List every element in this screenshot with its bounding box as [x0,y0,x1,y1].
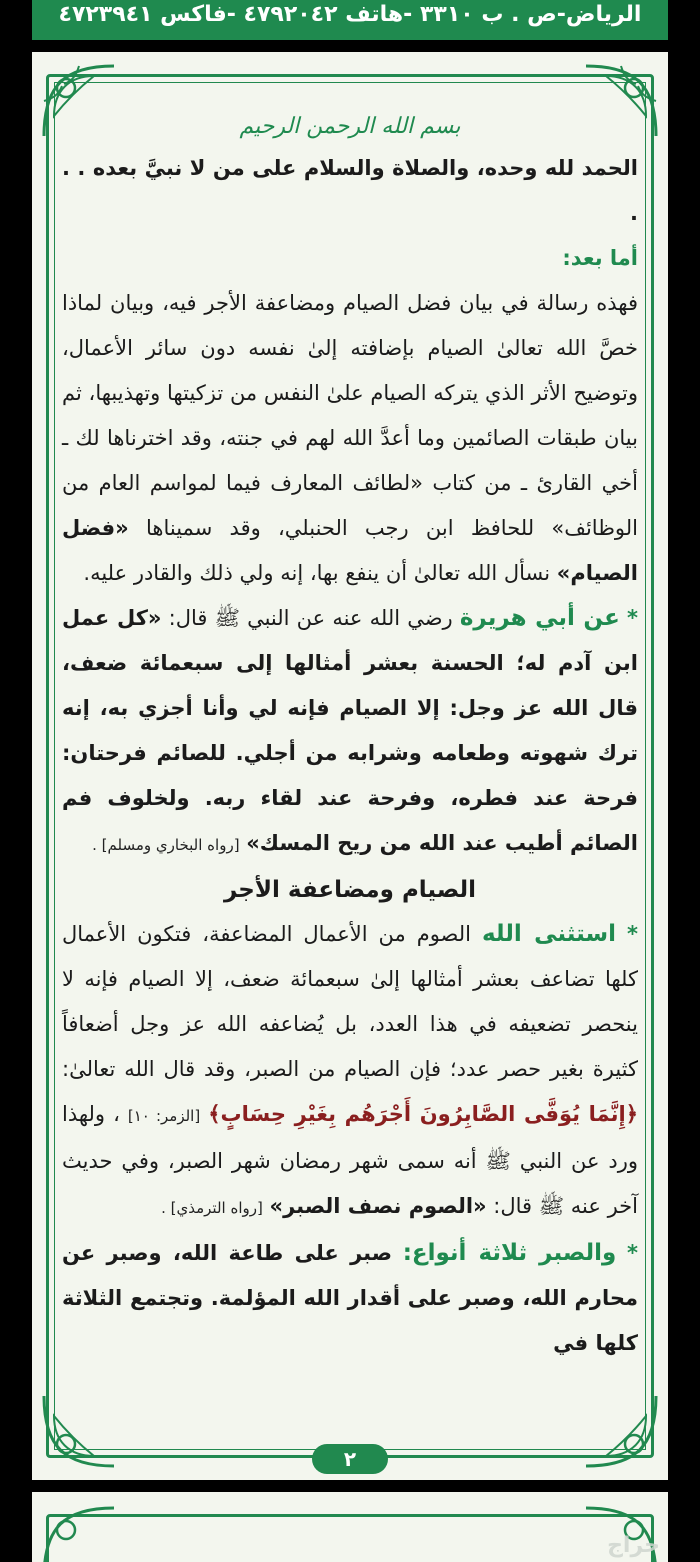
document-page [32,52,668,1480]
verse-reference: [الزمر: ١٠] [127,1107,201,1125]
hadith-narrator: عن أبي هريرة [459,605,620,631]
section-paragraph [62,912,638,1231]
star-icon: * [627,1241,638,1265]
watermark: حراج [607,1533,660,1558]
quote-reference: [رواه الترمذي] . [161,1199,263,1217]
basmala: بسم الله الرحمن الرحيم [239,114,461,139]
patience-lead: والصبر ثلاثة أنواع: [402,1240,617,1266]
section-text: الصوم من الأعمال المضاعفة، فتكون الأعمال كلها تضاعف بعشر أمثالها إلىٰ سبعمائة ضعف، إلا الصيام فإنه لا ينحصر تضعيفه في هذا العدد، بل يُضاعفه الله عز وجل أضعافاً كثيرة بغير حصر عدد؛ فإن الصيام من الصبر، وقد قال الله تعالىٰ: [62,922,638,1081]
section-text-continued: ، ولهذا ورد عن النبي ﷺ أنه سمى شهر رمضان شهر الصبر، وفي حديث آخر عنه ﷺ قال: [62,1102,638,1218]
quran-verse: ﴿إِنَّمَا يُوَفَّى الصَّابِرُونَ أَجْرَهُم بِغَيْرِ حِسَابٍ﴾ [208,1102,639,1126]
page-number: ٢ [312,1444,388,1474]
patience-text: صبر على طاعة الله، وصبر عن محارم الله، وصبر على أقدار الله المؤلمة. وتجتمع الثلاثة كلها في [62,1241,638,1355]
page-content [62,112,638,1366]
hadith-paragraph [62,596,638,868]
booklet-title: «فضل الصيام» [62,516,638,585]
star-icon: * [626,606,638,630]
next-page-preview [32,1492,668,1562]
ornament-corner-icon [34,1498,120,1562]
ornament-corner-icon [34,1390,120,1476]
patience-paragraph [62,1231,638,1366]
hadith-reference: [رواه البخاري ومسلم] . [92,836,240,854]
amma-bad-heading: أما بعد: [562,246,638,270]
section-lead: استثنى الله [481,921,617,947]
hadith-text: «كل عمل ابن آدم له؛ الحسنة بعشر أمثالها إلى سبعمائة ضعف، قال الله عز وجل: إلا الصيام فإنه لي وأنا أجزي به، إنه ترك شهوته وطعامه وشرابه من أجلي. للصائم فرحتان: فرحة عند فطره، وفرحة عند لقاء ربه. ولخلوف فم الصائم أطيب عند الله من ريح المسك» [62,606,638,855]
ornament-corner-icon [580,1390,666,1476]
opening-line: الحمد لله وحده، والصلاة والسلام على من لا نبيَّ بعده . . . [62,156,638,225]
section-title: الصيام ومضاعفة الأجر [223,877,477,903]
hadith-lead: رضي الله عنه عن النبي ﷺ قال: [168,606,453,630]
star-icon: * [626,922,638,946]
intro-closing: نسأل الله تعالىٰ أن ينفع بها، إنه ولي ذلك والقادر عليه. [83,561,551,585]
contact-banner-text: الرياض-ص . ب ٣٣١٠ -هاتف ٤٧٩٢٠٤٢ -فاكس ٤٧٢٣٩٤١ [58,2,642,27]
intro-text: فهذه رسالة في بيان فضل الصيام ومضاعفة الأجر فيه، وبيان لماذا خصَّ الله تعالىٰ الصيام بإضافته إلىٰ نفسه دون سائر الأعمال، وتوضيح الأثر الذي يتركه الصيام علىٰ النفس من تزكيتها وتهذيبها، ثم بيان طبقات الصائمين وما أعدَّ الله لهم في جنته، وقد اخترناها لك ـ أخي القارئ ـ من كتاب «لطائف المعارف فيما لمواسم العام من الوظائف» للحافظ ابن رجب الحنبلي، وقد سميناها [62,291,638,540]
page-frame-outer [46,1514,654,1562]
intro-paragraph [62,281,638,596]
contact-banner [32,0,668,40]
hadith-quote: «الصوم نصف الصبر» [269,1194,487,1218]
